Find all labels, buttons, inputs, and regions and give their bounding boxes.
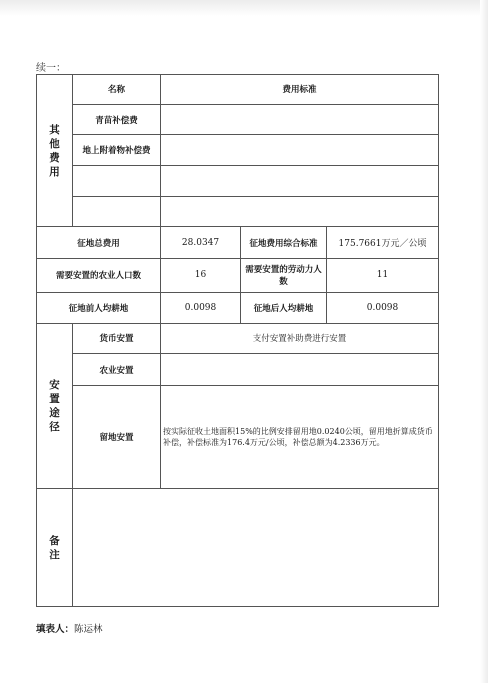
reserved-land-resettlement-value: 按实际征收土地面积15%的比例安排留用地0.0240公顷，留用地折算成货币补偿，补偿标准为176.4万元/公顷，补偿总额为4.2336万元。 [161, 385, 439, 488]
land-acquisition-form [36, 74, 439, 607]
agri-population-label: 需要安置的农业人口数 [37, 259, 161, 293]
agri-population-value: 16 [161, 259, 241, 293]
farmland-before-label: 征地前人均耕地 [37, 292, 161, 323]
fee-row-name: 地上附着物补偿费 [73, 135, 161, 166]
farmland-after-label: 征地后人均耕地 [241, 292, 327, 323]
fee-row-name [73, 196, 161, 227]
col-name-header: 名称 [73, 75, 161, 105]
monetary-resettlement-value: 支付安置补助费进行安置 [161, 323, 439, 354]
filler-line [36, 621, 103, 635]
col-standard-header: 费用标准 [161, 75, 439, 105]
fee-row-standard [161, 104, 439, 135]
fee-row-name [73, 166, 161, 197]
agri-resettlement-value [161, 354, 439, 386]
page-edge-shadow [480, 0, 488, 683]
farmland-before-value: 0.0098 [161, 292, 241, 323]
monetary-resettlement-label: 货币安置 [73, 323, 161, 354]
total-fee-label: 征地总费用 [37, 227, 161, 259]
labor-count-value: 11 [327, 259, 439, 293]
farmland-after-value: 0.0098 [327, 292, 439, 323]
comprehensive-standard-value: 175.7661万元／公顷 [327, 227, 439, 259]
reserved-land-resettlement-label: 留地安置 [73, 385, 161, 488]
agri-resettlement-label: 农业安置 [73, 354, 161, 386]
continued-label: 续一： [36, 63, 66, 74]
fee-row-name: 青苗补偿费 [73, 104, 161, 135]
filler-label: 填表人： [36, 624, 75, 635]
remarks-value [73, 489, 439, 607]
labor-count-label: 需要安置的劳动力人数 [241, 259, 327, 293]
comprehensive-standard-label: 征地费用综合标准 [241, 227, 327, 259]
filler-name: 陈运林 [74, 624, 103, 635]
remarks-label: 备注 [37, 489, 73, 607]
fee-row-standard [161, 135, 439, 166]
other-fees-section-label: 其他费用 [37, 75, 73, 227]
fee-row-standard [161, 196, 439, 227]
total-fee-value: 28.0347 [161, 227, 241, 259]
page-top-shadow [0, 0, 488, 16]
fee-row-standard [161, 166, 439, 197]
resettlement-section-label: 安置途径 [37, 323, 73, 489]
